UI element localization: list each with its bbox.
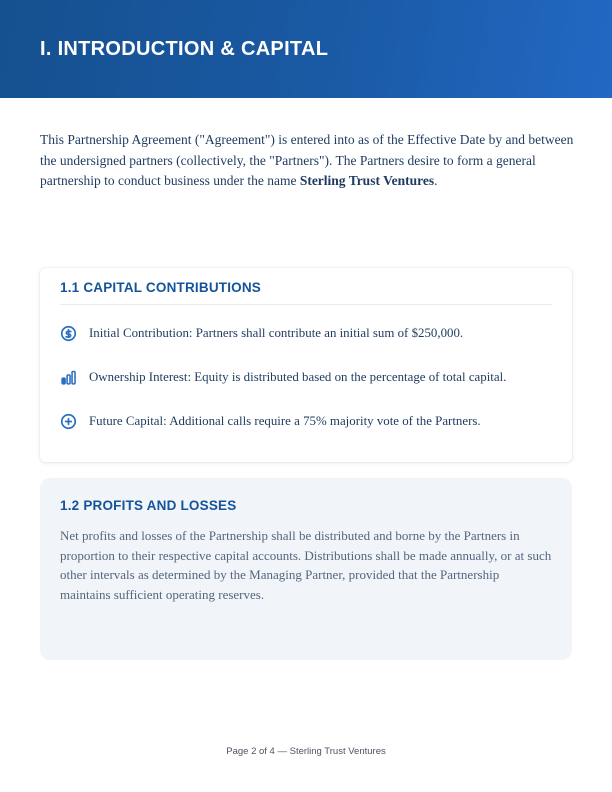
section-1-1-heading: 1.1 CAPITAL CONTRIBUTIONS — [60, 280, 552, 305]
section-capital-contributions — [40, 268, 572, 462]
section-1-2-heading: 1.2 PROFITS AND LOSSES — [60, 498, 237, 513]
partnership-name: Sterling Trust Ventures — [299, 173, 435, 188]
intro-text-before: This Partnership Agreement ("Agreement") is entered into as of the Effective Date by and between the undersigned partners (collectively, the "Partners"). The Partners desire to form a general partnership to conduct business under the name — [40, 132, 574, 188]
list-item-initial-contribution — [60, 325, 552, 342]
section-header-banner — [0, 0, 612, 98]
dollar-circle-icon — [60, 325, 77, 342]
list-item-ownership-interest — [60, 369, 552, 386]
page-footer-text: Page 2 of 4 — Sterling Trust Ventures — [226, 746, 386, 757]
section-profits-and-losses — [40, 478, 572, 660]
page-title: I. INTRODUCTION & CAPITAL — [40, 37, 329, 60]
intro-paragraph — [40, 130, 576, 192]
bar-chart-icon — [60, 369, 77, 386]
list-item-text: Future Capital: Additional calls require a 75% majority vote of the Partners. — [89, 414, 481, 428]
capital-contributions-list — [60, 325, 552, 430]
intro-text-after: . — [434, 173, 438, 188]
page-footer — [0, 746, 612, 757]
list-item-future-capital — [60, 413, 552, 430]
plus-circle-icon — [60, 413, 77, 430]
profits-losses-paragraph: Net profits and losses of the Partnership shall be distributed and borne by the Partners in proportion to their respective capital accounts. Distributions shall be made annually, or at such other intervals as determined by the Managing Partner, provided that the Partnership maintains sufficient operating reserves. — [60, 528, 552, 602]
list-item-text: Initial Contribution: Partners shall contribute an initial sum of $250,000. — [89, 326, 464, 340]
list-item-text: Ownership Interest: Equity is distributed based on the percentage of total capital. — [89, 370, 507, 384]
